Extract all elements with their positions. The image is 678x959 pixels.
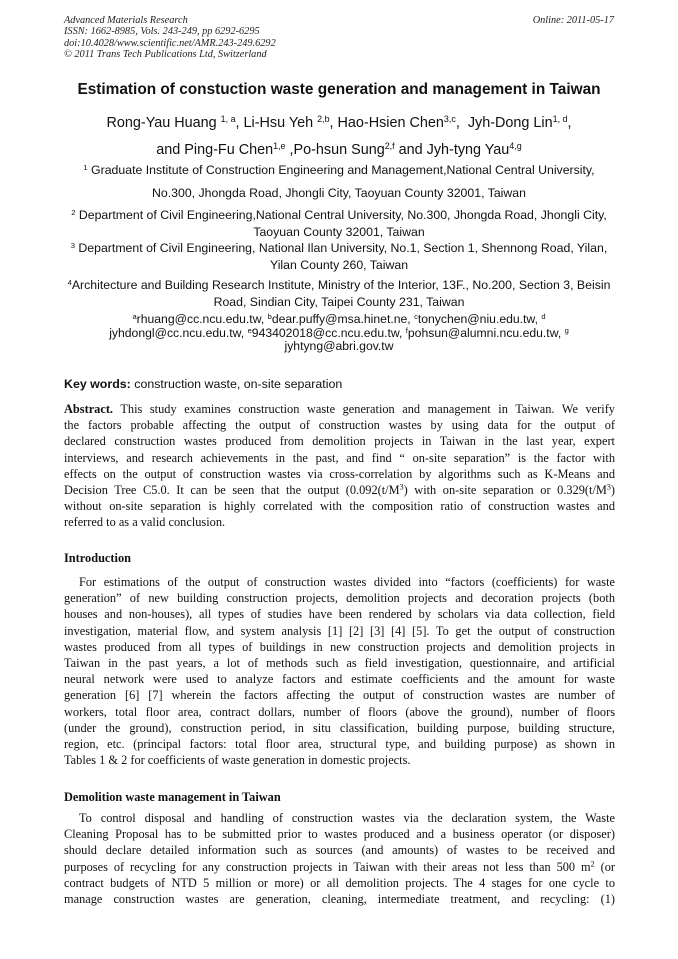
email-address: tonychen@niu.edu.tw, [417,312,538,326]
unit-exponent: 3 [399,482,404,492]
journal-name: Advanced Materials Research [64,15,188,26]
affiliation-sup: 4 [67,277,72,287]
authors-line-2: and Ping-Fu Chen$^{1,e}$ ,Po-hsun Sung$^{2,f}$ and Jyh-tyng Yau$^{4,g}$ [156,141,522,158]
affiliation-4 [60,277,618,310]
email-address: dear.puffy@msa.hinet.ne, [271,312,411,326]
affiliation-2 [60,207,618,240]
paragraph-line: neural network were used to analyze factors and estimate coefficients and the amount for waste [64,672,615,687]
author-name: Jyh-Dong Lin [467,115,553,131]
journal-header [64,15,276,61]
abstract-label: Abstract. [64,402,114,416]
keywords-text: construction waste, on-site separation [134,377,343,391]
author-sup: 2,f [384,141,395,152]
email-sup: d [541,311,546,321]
author-emails [60,313,618,354]
abstract-text: declared construction wastes produced from demolition projects in Taiwan in the last year, expert [64,434,615,449]
email-sup: b [267,311,272,321]
section-heading-demolition: Demolition waste management in Taiwan [64,790,281,804]
paragraph-line: Cleaning Proposal has to be submitted prior to wastes produced and a business operator (or disposer) [64,827,615,842]
keywords [64,377,342,392]
abstract-text: the factors probable affecting the output of construction wastes by using data for the output of [64,418,615,433]
email-sup: c [414,311,418,321]
affiliation-1 [60,162,618,201]
abstract-text: Decision Tree C5.0. It can be seen that the output (0.092(t/M [64,483,400,498]
paragraph-line: should declare detailed information such as sources (and amounts) of wastes to be received and [64,843,615,858]
copyright: © 2011 Trans Tech Publications Ltd, Switzerland [64,49,267,61]
affiliation-text: Yilan County 260, Taiwan [269,257,409,272]
paragraph-line: generation” of new building construction projects, demolition projects and decoration projects (both [64,591,615,606]
abstract-text: effects on the output of construction wastes via cross-correlation by algorithms such as K-Means and [64,466,615,481]
section-heading-introduction: Introduction [64,551,131,565]
paragraph-line: To control disposal and handling of construction wastes via the declaration system, the Waste [79,811,615,825]
author-sup: 1, d [552,114,568,125]
unit-exponent: 2 [590,859,595,869]
affiliation-3 [60,240,618,273]
abstract-text: ) [610,483,616,498]
abstract-text: This study examines construction waste generation and management in Taiwan. We verify [120,402,615,416]
affiliation-text: Department of Civil Engineering,National Central University, No.300, Jhongda Road, Jhongli City, [78,208,607,222]
email-address: jyhdongl@cc.ncu.edu.tw, [109,325,245,340]
affiliation-text: Department of Civil Engineering, National Ilan University, No.1, Section 1, Shennong Road, Yilan, [78,241,608,255]
paragraph-line: Tables 1 & 2 for coefficients of waste generation in domestic projects. [64,753,411,768]
email-address: jyhtyng@abri.gov.tw [284,339,394,353]
author-name: Rong-Yau Huang [106,115,217,131]
author-name: Hao-Hsien Chen [337,115,444,131]
author-name: Li-Hsu Yeh [243,115,314,131]
online-date: Online: 2011-05-17 [532,15,614,26]
abstract-text: ) with on-site separation or 0.329(t/M [403,483,607,498]
paragraph-line: (or [594,859,615,874]
abstract-text: interviews, and research achievements in the past, and find “ on-site separation” is the factor with [64,450,615,465]
paragraph-line: investigation, material flow, and system analysis [1] [2] [3] [4] [5]. To get the output of construction [64,623,615,638]
author-sup: 4,g [509,141,522,152]
abstract [64,401,615,531]
paper-title: Estimation of constuction waste generation and management in Taiwan [77,81,601,98]
affiliation-text: Taoyuan County 32001, Taiwan [253,224,425,239]
paragraph-line: generation [6] [7] wherein the factors affecting the output of construction wastes are number of [64,688,615,703]
paragraph-line: workers, total floor area, contract dollars, number of floors (above the ground), number of floors [64,704,615,719]
demolition-body [64,810,615,907]
author-sup: 1,e [273,141,286,152]
author-name: and Ping-Fu Chen [156,142,274,158]
author-sup: 2,b [317,114,330,125]
email-sup: a [132,311,137,321]
email-sup: f [405,325,408,335]
paragraph-line: region, etc. (principal factors: total floor area, structural type, and building purpose) as shown in [64,737,615,752]
paragraph-line: contract budgets of NTD 5 million or more) or all demolition projects. The 4 stages for one cycle to [64,875,615,890]
paragraph-line: purposes of recycling for any construction projects in Taiwan with their areas not less than 500 m [64,859,591,874]
abstract-text: without on-site separation is highly correlated with the composition ratio of construction wastes and [64,499,615,514]
affiliation-sup: 1 [83,162,88,172]
authors-line-1: Rong-Yau Huang $^{1, a}$, Li-Hsu Yeh $^{2,b}$, Hao-Hsien Chen$^{3,c}$, Jyh-Dong Lin$^{1, d}$, [106,114,572,131]
affiliation-sup: 2 [71,207,76,217]
unit-exponent: 3 [606,482,611,492]
paragraph-line: houses and non-houses), all types of studies have been rendered by scholars via data collection, field [64,607,615,622]
email-address: pohsun@alumni.ncu.edu.tw, [407,325,562,340]
email-address: 943402018@cc.ncu.edu.tw, [251,325,403,340]
author-sup: 3,c [443,114,456,125]
affiliation-text: Architecture and Building Research Institute, Ministry of the Interior, 13F., No.200, Section 3, Beisin [71,278,611,292]
issn: ISSN: 1662-8985, Vols. 243-249, pp 6292-6295 [64,26,260,38]
author-name: Po-hsun Sung [293,142,385,158]
abstract-text: referred to as a valid conclusion. [64,515,226,530]
paragraph-line: manage construction wastes are generation, cleaning, intermediate treatment, and recycling: (1) [64,892,615,907]
introduction-body [64,574,615,768]
paragraph-line: Taiwan in the past years, a lot of methods such as field investigation, questionnaire, and artificial [64,656,615,671]
author-name: and Jyh-tyng Yau [398,142,510,158]
email-sup: g [564,325,569,335]
affiliation-text: Road, Sindian City, Taipei County 231, Taiwan [213,294,465,309]
paragraph-line: For estimations of the output of construction wastes divided into “factors (coefficients) for waste [79,575,615,589]
paragraph-line: (under the ground), construction period, in situ classification, building purpose, building structure, [64,720,615,735]
doi: doi:10.4028/www.scientific.net/AMR.243-249.6292 [64,37,276,49]
paragraph-line: wastes produced from all types of buildings in new construction projects and demolition projects in [64,639,615,654]
affiliation-sup: 3 [70,240,75,250]
email-address: rhuang@cc.ncu.edu.tw, [136,312,265,326]
affiliation-text: Graduate Institute of Construction Engineering and Management,National Central University, [91,163,595,177]
email-sup: e [247,325,252,335]
author-sup: 1, a [220,114,236,125]
keywords-label: Key words: [64,377,131,391]
affiliation-text: No.300, Jhongda Road, Jhongli City, Taoyuan County 32001, Taiwan [152,185,526,200]
